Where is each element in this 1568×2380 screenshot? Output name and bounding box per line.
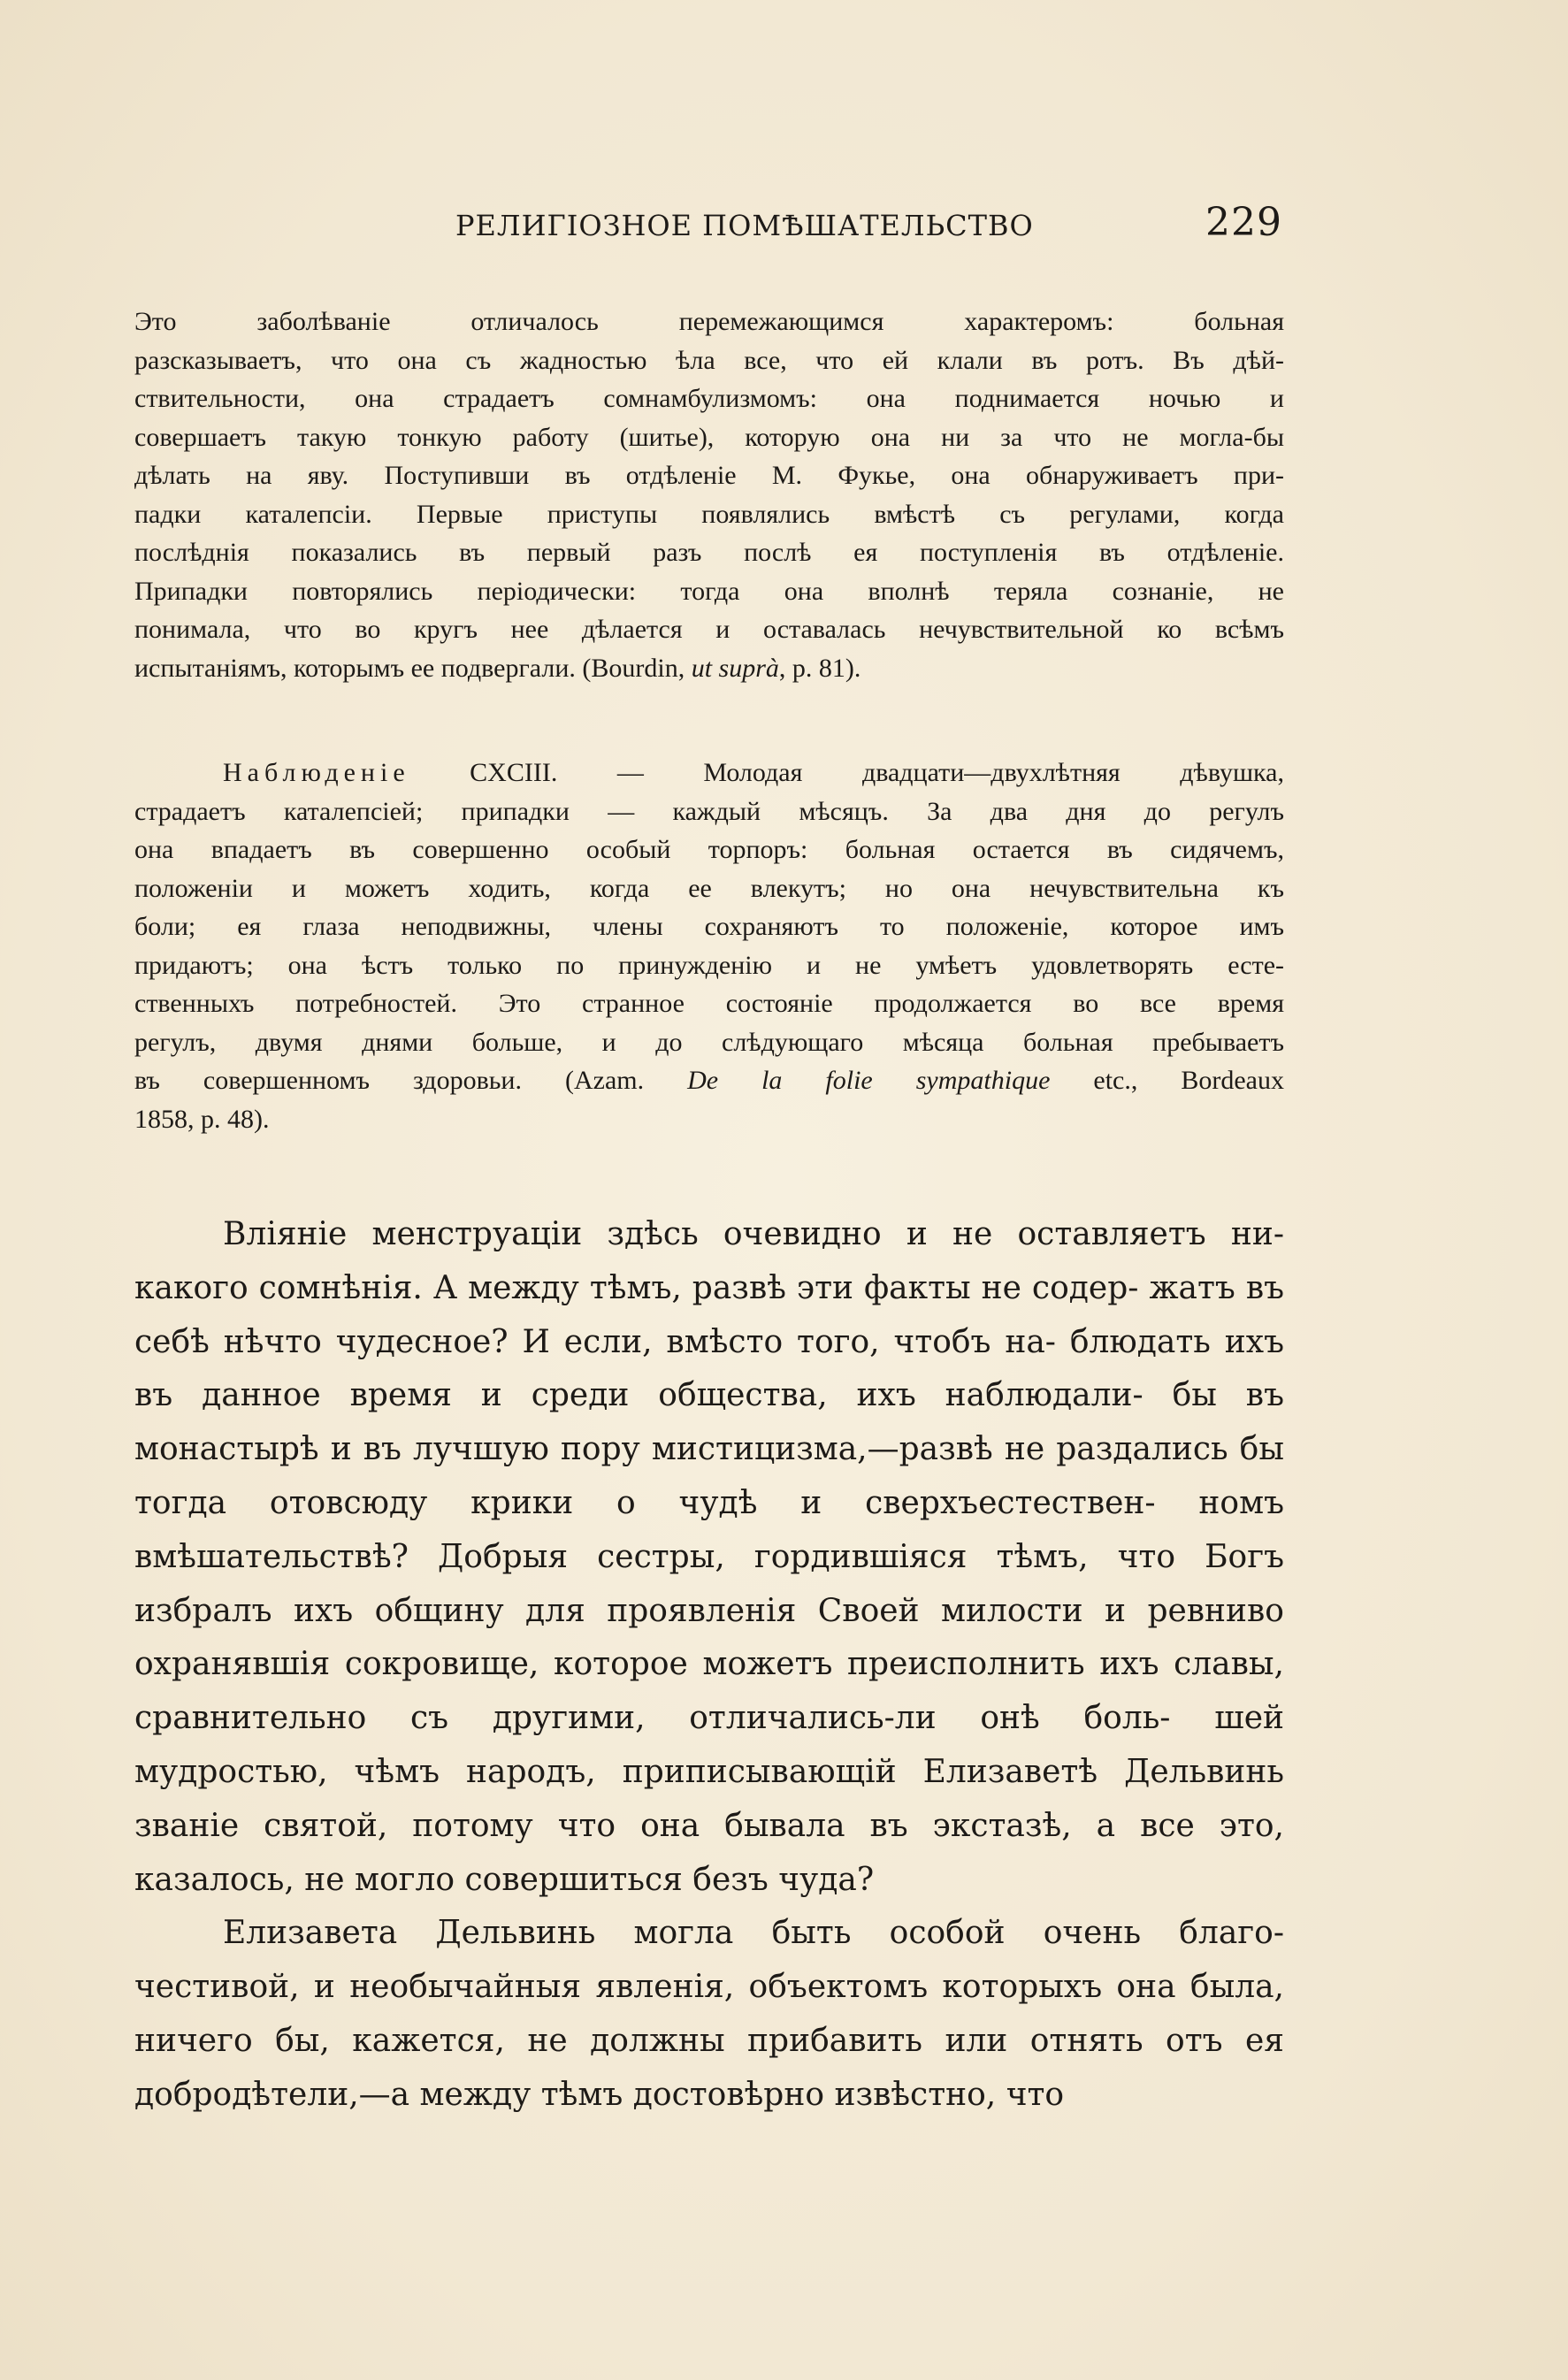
running-title: РЕЛИГІОЗНОЕ ПОМѢШАТЕЛЬСТВО	[455, 209, 1034, 242]
text-line: шей мудростью, чѣмъ народъ, приписывающій Елизаветѣ	[134, 1700, 1284, 1790]
text-line: 1858, p. 48).	[134, 1104, 270, 1134]
observation-1-paragraph	[134, 302, 1284, 687]
text-line: боли; ея глаза неподвижны, члены сохраняютъ то положеніе, которое имъ	[134, 912, 1284, 941]
text-line: Вліяніе менструаціи здѣсь очевидно и не оставляетъ ни-	[223, 1216, 1284, 1252]
text-line: Это заболѣваніе отличалось перемежающимся характеромъ: больная	[134, 307, 1284, 336]
text-line: она впадаетъ въ совершенно особый торпоръ: больная остается въ сидячемъ,	[134, 835, 1284, 864]
citation-suffix: , p. 81).	[778, 653, 861, 683]
citation-line	[134, 649, 1284, 688]
text-line: раздались бы тогда отовсюду крики о чудѣ и сверхъестествен-	[134, 1431, 1284, 1521]
text-line: блюдать ихъ въ данное время и среди общества, ихъ наблюдали-	[134, 1323, 1284, 1414]
text-line: бы въ монастырѣ и въ лучшую пору мистицизма,—развѣ не	[134, 1377, 1284, 1468]
citation-italic: ut suprà	[691, 653, 779, 683]
text-line: страдаетъ каталепсіей; припадки — каждый мѣсяцъ. За два дня до регулъ	[134, 796, 1284, 826]
text-line: Богъ избралъ ихъ общину для проявленія Своей милости и	[134, 1538, 1284, 1629]
observation-2-paragraph	[134, 754, 1284, 1138]
text-line: Дельвинь званіе святой, потому что она бывала въ экстазѣ,	[134, 1753, 1284, 1844]
main-paragraph-2	[134, 1907, 1284, 2122]
text-line: разсказываетъ, что она съ жадностью ѣла все, что ей клали въ ротъ. Въ дѣй-	[134, 345, 1284, 375]
observation-heading-line	[134, 754, 1284, 792]
text-line: ревниво охранявшія сокровище, которое можетъ преисполнить	[134, 1592, 1284, 1683]
page-number: 229	[1205, 200, 1282, 245]
text-line: положеніи и можетъ ходить, когда ее влекутъ; но она нечувствительна къ	[134, 873, 1284, 903]
text-line: ственныхъ потребностей. Это странное состояніе продолжается во все время	[134, 989, 1284, 1018]
text-line: придаютъ; она ѣстъ только по принужденію и не умѣетъ удовлетворять есте-	[134, 950, 1284, 980]
text-line: отъ ея добродѣтели,—а между тѣмъ достовѣрно извѣстно, что	[134, 2022, 1284, 2113]
text-line: Припадки повторялись періодически: тогда она вполнѣ теряла сознаніе, не	[134, 576, 1284, 606]
text-line: а все это, казалось, не могло совершиться безъ чуда?	[134, 1807, 1284, 1898]
text-line: какого сомнѣнія. А между тѣмъ, развѣ эти факты не содер-	[134, 1269, 1139, 1306]
text-line: падки каталепсіи. Первые приступы появлялись вмѣстѣ съ регулами, когда	[134, 499, 1284, 529]
text-line: совершаетъ такую тонкую работу (шитье), которую она ни за что не могла-бы	[134, 422, 1284, 452]
text-line: жатъ въ себѣ нѣчто чудесное? И если, вмѣсто того, чтобъ на-	[134, 1269, 1284, 1360]
text-line: была, ничего бы, кажется, не должны прибавить или отнять	[134, 1969, 1284, 2059]
text-line: понимала, что во кругъ нее дѣлается и оставалась нечувствительной ко всѣмъ	[134, 615, 1284, 644]
text-line: послѣднія показались въ первый разъ послѣ ея поступленія въ отдѣленіе.	[134, 538, 1284, 567]
citation-prefix: въ совершенномъ здоровьи. (Azam.	[134, 1066, 688, 1095]
observation-heading-rest: CXCIII. — Молодая двадцати—двухлѣтняя дѣвушка,	[409, 758, 1284, 787]
citation-line	[134, 1061, 1284, 1100]
citation-italic: De la folie sympathique	[687, 1066, 1051, 1095]
main-text	[134, 1208, 1284, 2123]
text-line: ихъ славы, сравнительно съ другими, отличались-ли онѣ боль-	[134, 1646, 1284, 1737]
text-line: регулъ, двумя днями больше, и до слѣдующаго мѣсяца больная пребываетъ	[134, 1027, 1284, 1057]
citation-suffix: etc., Bordeaux	[1050, 1066, 1284, 1095]
citation-prefix: испытаніямъ, которымъ ее подвергали. (Bourdin,	[134, 653, 692, 683]
text-line: дѣлать на яву. Поступивши въ отдѣленіе М. Фукье, она обнаруживаетъ при-	[134, 461, 1284, 490]
text-line: Елизавета Дельвинь могла быть особой очень благо-	[223, 1915, 1284, 1952]
main-paragraph-1	[134, 1208, 1284, 1907]
page-header	[133, 200, 1282, 256]
text-line: номъ вмѣшательствѣ? Добрыя сестры, гордившіяся тѣмъ, что	[134, 1484, 1284, 1575]
text-line: ствительности, она страдаетъ сомнамбулизмомъ: она поднимается ночью и	[134, 384, 1284, 413]
observation-heading: Наблюденіе	[223, 758, 410, 787]
text-line: честивой, и необычайныя явленія, объектомъ которыхъ она	[134, 1969, 1176, 2006]
